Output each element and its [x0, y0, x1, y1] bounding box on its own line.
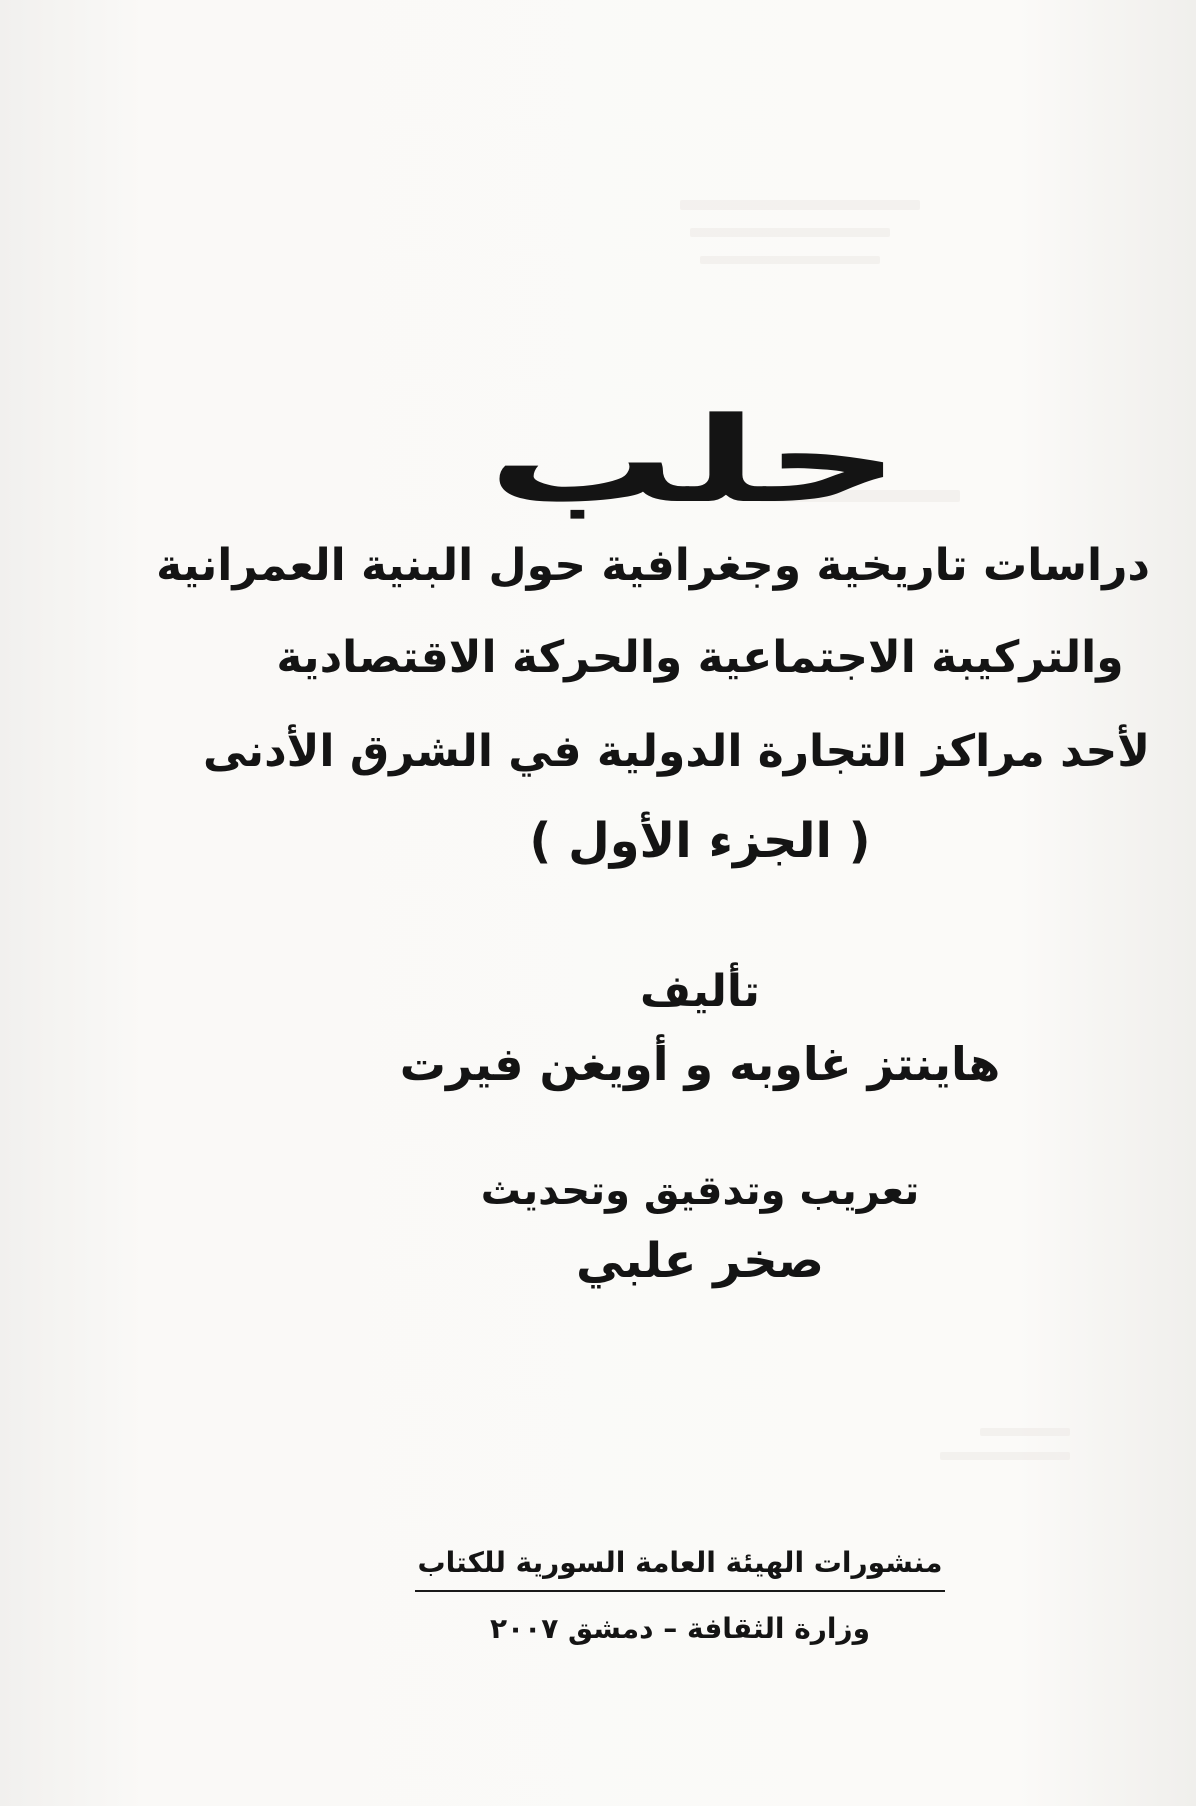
authors: هاينتز غاوبه و أويغن فيرت: [399, 1037, 1001, 1091]
volume-part: ( الجزء الأول ): [529, 813, 871, 869]
bleed-through-mark: [680, 200, 920, 210]
publisher-divider: [415, 1590, 945, 1592]
place-and-year: وزارة الثقافة – دمشق ٢٠٠٧: [489, 1612, 871, 1645]
bleed-through-mark: [980, 1428, 1070, 1436]
bleed-through-mark: [690, 228, 890, 237]
bleed-through-mark: [700, 256, 880, 264]
subtitle-line-1: دراسات تاريخية وجغرافية حول البنية العمرانية: [156, 540, 1150, 591]
subtitle-line-2: والتركيبة الاجتماعية والحركة الاقتصادية: [276, 632, 1124, 683]
translation-label: تعريب وتدقيق وتحديث: [480, 1168, 920, 1214]
translator-name: صخر علبي: [575, 1233, 825, 1289]
author-label: تأليف: [640, 966, 760, 1017]
book-title: حلب: [487, 391, 901, 529]
publisher: منشورات الهيئة العامة السورية للكتاب: [417, 1546, 943, 1579]
subtitle-line-3: لأحد مراكز التجارة الدولية في الشرق الأدنى: [203, 726, 1150, 777]
bleed-through-mark: [940, 1452, 1070, 1460]
